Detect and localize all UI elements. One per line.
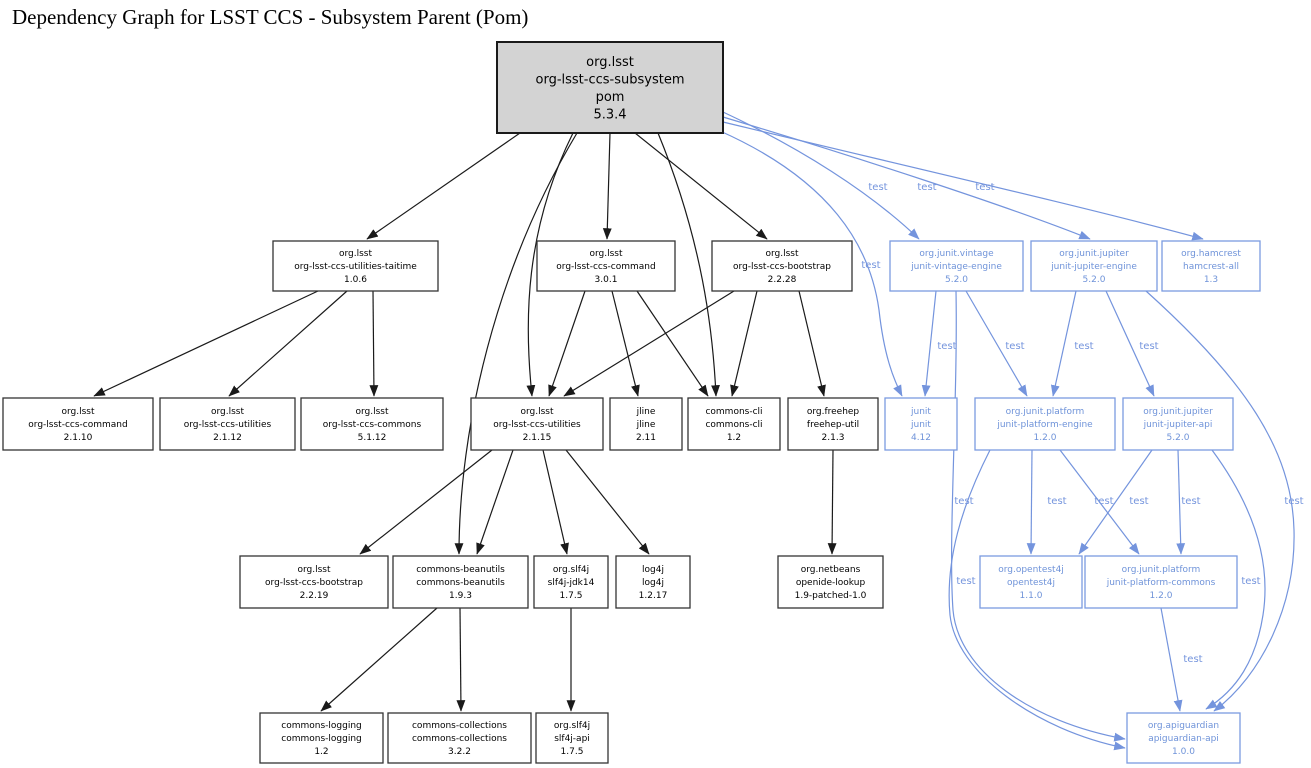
node-label-line: 5.1.12 <box>357 433 387 444</box>
edge-scope-label: test <box>1094 496 1114 507</box>
node-label-line: commons-logging <box>281 721 362 732</box>
node-label-line: 2.11 <box>635 433 657 444</box>
edge-command3-to-jline <box>612 291 638 396</box>
node-label-line: commons-cli <box>705 407 763 418</box>
edge-root-to-bootstrap228 <box>635 133 767 239</box>
node-label-line: org.lsst <box>297 565 331 576</box>
edge-beanutils-to-commonsLogging <box>321 608 437 711</box>
node-label-line: 2.1.15 <box>522 433 552 444</box>
edge-root-to-command3 <box>607 133 610 239</box>
node-label-line: org-lsst-ccs-command <box>556 262 656 273</box>
edge-scope-label: test <box>954 496 974 507</box>
edge-command3-to-utilities2115 <box>549 291 585 396</box>
node-label-line: jline <box>636 420 656 431</box>
node-label-line: org.lsst <box>338 249 373 260</box>
node-label-line: 1.2.0 <box>1033 433 1057 444</box>
node-label-line: 2.1.12 <box>213 433 242 444</box>
node-label-line: org.lsst <box>61 407 95 418</box>
node-label-line: org-lsst-ccs-bootstrap <box>265 578 363 589</box>
node-utilities2112 <box>160 398 295 450</box>
edge-utilities2115-to-slf4jJdk14 <box>543 450 567 554</box>
node-apiguardian <box>1127 713 1240 763</box>
edge-scope-label: test <box>937 341 957 352</box>
edge-beanutils-to-commonsCollections <box>460 608 461 711</box>
node-freehep <box>788 398 878 450</box>
edge-taitime-to-utilities2112 <box>229 291 347 396</box>
node-label-line: 2.2.28 <box>767 275 797 286</box>
node-label-line: commons-beanutils <box>416 565 505 576</box>
node-label-line: org-lsst-ccs-utilities <box>493 420 581 431</box>
node-jupiterEngine <box>1031 241 1157 291</box>
node-label-line: junit <box>911 407 931 418</box>
nodes-layer <box>3 42 1260 763</box>
node-label-line: junit-platform-commons <box>1106 578 1216 589</box>
node-label-line: 1.2.17 <box>638 591 668 602</box>
node-label-line: 5.2.0 <box>1166 433 1190 444</box>
node-commonsLogging <box>260 713 383 763</box>
node-label-line: 1.7.5 <box>559 591 583 602</box>
edge-scope-label: test <box>1005 341 1025 352</box>
node-label-line: 1.2.0 <box>1149 591 1173 602</box>
node-label-line: commons-beanutils <box>416 578 505 589</box>
node-label-line: 3.2.2 <box>448 747 471 758</box>
edge-scope-label: test <box>956 576 976 587</box>
node-label-line: pom <box>595 89 625 105</box>
node-label-line: 1.1.0 <box>1019 591 1043 602</box>
node-label-line: jline <box>636 407 656 418</box>
node-label-line: hamcrest-all <box>1183 262 1239 273</box>
edge-scope-label: test <box>861 260 881 271</box>
node-label-line: 1.3 <box>1203 275 1219 286</box>
diagram-title: Dependency Graph for LSST CCS - Subsystem Parent (Pom) <box>12 5 529 29</box>
edge-taitime-to-command2110 <box>94 291 318 396</box>
edge-scope-label: test <box>975 182 995 193</box>
node-slf4jApi <box>536 713 608 763</box>
edge-platformCommons-to-apiguardian <box>1161 608 1180 711</box>
node-command2110 <box>3 398 153 450</box>
edge-scope-label: test <box>1284 496 1304 507</box>
node-label-line: commons-cli <box>705 420 763 431</box>
node-log4j <box>616 556 690 608</box>
node-label-line: slf4j-api <box>554 734 590 745</box>
node-label-line: 2.1.10 <box>63 433 93 444</box>
edge-bootstrap228-to-freehep <box>799 291 824 396</box>
node-label-line: junit-platform-engine <box>997 420 1093 431</box>
node-label-line: org.hamcrest <box>1181 249 1241 260</box>
node-label-line: org.freehep <box>806 407 860 418</box>
node-taitime <box>273 241 438 291</box>
node-jupiterApi <box>1123 398 1233 450</box>
node-label-line: opentest4j <box>1007 578 1055 589</box>
node-bootstrap228 <box>712 241 852 291</box>
node-label-line: 1.9-patched-1.0 <box>794 591 867 602</box>
node-label-line: org.slf4j <box>553 721 591 732</box>
node-label-line: org.junit.vintage <box>919 249 994 260</box>
node-label-line: apiguardian-api <box>1148 734 1219 745</box>
node-beanutils <box>393 556 528 608</box>
node-label-line: junit-vintage-engine <box>911 262 1002 273</box>
edge-freehep-to-netbeans <box>832 450 833 554</box>
node-label-line: log4j <box>642 578 664 589</box>
node-label-line: commons-logging <box>281 734 362 745</box>
node-label-line: 5.2.0 <box>945 275 968 286</box>
node-label-line: org-lsst-ccs-commons <box>322 420 422 431</box>
node-label-line: org.junit.platform <box>1005 407 1085 418</box>
node-label-line: 1.2 <box>314 747 329 758</box>
edge-root-to-hamcrest <box>723 122 1203 239</box>
node-label-line: org.lsst <box>520 407 554 418</box>
node-root <box>497 42 723 133</box>
node-label-line: org-lsst-ccs-utilities <box>183 420 272 431</box>
node-label-line: 2.1.3 <box>821 433 845 444</box>
node-utilities2115 <box>471 398 603 450</box>
edge-bootstrap228-to-utilities2115 <box>564 291 734 396</box>
node-label-line: org.lsst <box>210 407 245 418</box>
edge-utilities2115-to-beanutils <box>477 450 513 554</box>
node-hamcrest <box>1162 241 1260 291</box>
node-label-line: commons-collections <box>411 734 508 745</box>
node-vintage <box>890 241 1023 291</box>
node-label-line: org.junit.jupiter <box>1059 249 1129 260</box>
node-bootstrap2219 <box>240 556 388 608</box>
node-label-line: org.junit.platform <box>1121 565 1201 576</box>
node-label-line: org.lsst <box>589 249 623 260</box>
node-jline <box>610 398 682 450</box>
edge-bootstrap228-to-commonsCli <box>732 291 757 396</box>
edge-utilities2115-to-log4j <box>566 450 649 554</box>
node-label-line: log4j <box>642 565 664 576</box>
node-label-line: org.lsst <box>355 407 389 418</box>
node-label-line: org.apiguardian <box>1147 721 1220 732</box>
node-label-line: commons-collections <box>411 721 508 732</box>
edge-scope-label: test <box>1074 341 1094 352</box>
node-platformCommons <box>1085 556 1237 608</box>
node-label-line: org.lsst <box>586 54 634 70</box>
node-label-line: junit-jupiter-engine <box>1051 262 1137 273</box>
node-junit412 <box>885 398 957 450</box>
edge-scope-label: test <box>917 182 937 193</box>
node-label-line: 1.7.5 <box>560 747 584 758</box>
node-label-line: org-lsst-ccs-subsystem <box>535 72 685 88</box>
node-label-line: freehep-util <box>806 420 860 431</box>
edge-root-to-taitime <box>367 133 520 239</box>
node-label-line: 2.2.19 <box>299 591 329 602</box>
node-label-line: 5.2.0 <box>1082 275 1106 286</box>
node-label-line: org.netbeans <box>800 565 861 576</box>
edge-scope-label: test <box>1181 496 1201 507</box>
edge-utilities2115-to-bootstrap2219 <box>360 450 492 554</box>
edge-jupiterEngine-to-platformEngine <box>1053 291 1076 396</box>
node-command3 <box>537 241 675 291</box>
node-label-line: 5.3.4 <box>593 107 627 123</box>
node-label-line: 1.2 <box>726 433 742 444</box>
node-label-line: org.slf4j <box>552 565 590 576</box>
node-commons5112 <box>301 398 443 450</box>
node-label-line: slf4j-jdk14 <box>547 578 595 589</box>
edge-scope-label: test <box>1183 654 1203 665</box>
edge-scope-label: test <box>868 182 888 193</box>
node-label-line: org.lsst <box>765 249 799 260</box>
edge-scope-label: test <box>1047 496 1067 507</box>
edge-root-to-vintage <box>723 112 919 239</box>
node-label-line: org.junit.jupiter <box>1143 407 1213 418</box>
edge-scope-label: test <box>1129 496 1149 507</box>
node-netbeans <box>778 556 883 608</box>
node-label-line: 1.0.6 <box>344 275 367 286</box>
node-label-line: org.opentest4j <box>998 565 1064 576</box>
edge-platformEngine-to-opentest4j <box>1031 450 1032 554</box>
edge-vintage-to-apiguardian <box>952 291 1125 739</box>
node-label-line: org-lsst-ccs-command <box>28 420 128 431</box>
node-commonsCli <box>688 398 780 450</box>
edge-command3-to-commonsCli <box>637 291 708 396</box>
node-label-line: 3.0.1 <box>594 275 618 286</box>
node-opentest4j <box>980 556 1082 608</box>
node-slf4jJdk14 <box>534 556 608 608</box>
edge-scope-label: test <box>1139 341 1159 352</box>
node-label-line: 1.9.3 <box>449 591 472 602</box>
edge-taitime-to-commons5112 <box>373 291 374 396</box>
node-commonsCollections <box>388 713 531 763</box>
node-platformEngine <box>975 398 1115 450</box>
node-label-line: org-lsst-ccs-bootstrap <box>733 262 831 273</box>
node-label-line: junit <box>911 420 931 431</box>
edge-scope-label: test <box>1241 576 1261 587</box>
node-label-line: openide-lookup <box>795 578 866 589</box>
node-label-line: 1.0.0 <box>1172 747 1195 758</box>
edge-vintage-to-junit412 <box>925 291 936 396</box>
node-label-line: org-lsst-ccs-utilities-taitime <box>294 262 417 273</box>
node-label-line: junit-jupiter-api <box>1143 420 1213 431</box>
node-label-line: 4.12 <box>910 433 932 444</box>
edge-root-to-beanutils <box>459 133 577 554</box>
